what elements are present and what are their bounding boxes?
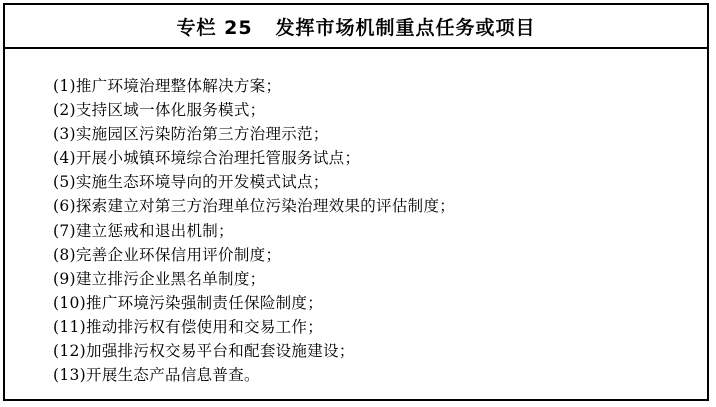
list-item: (7)建立惩戒和退出机制； <box>53 221 234 240</box>
panel-title: 专栏 25 发挥市场机制重点任务或项目 <box>176 16 536 39</box>
list-item: (9)建立排污企业黑名单制度； <box>53 269 266 288</box>
list-item: (3)实施园区污染防治第三方治理示范； <box>53 125 329 144</box>
list-item: (6)探索建立对第三方治理单位污染治理效果的评估制度； <box>53 197 456 216</box>
list-item: (1)推广环境治理整体解决方案； <box>53 77 282 95</box>
list-item: (8)完善企业环保信用评价制度； <box>53 245 282 264</box>
list-item: (5)实施生态环境导向的开发模式试点； <box>53 173 329 192</box>
list-item: (11)推动排污权有偿使用和交易工作； <box>53 317 324 336</box>
title-bar <box>5 5 707 49</box>
task-list <box>53 74 455 387</box>
list-item: (2)支持区域一体化服务模式； <box>53 101 266 120</box>
list-item: (12)加强排污权交易平台和配套设施建设； <box>53 342 355 361</box>
list-item: (4)开展小城镇环境综合治理托管服务试点； <box>53 149 361 168</box>
list-item: (13)开展生态产品信息普查。 <box>53 366 260 385</box>
list-item: (10)推广环境污染强制责任保险制度； <box>53 293 324 312</box>
panel-box <box>3 3 709 401</box>
